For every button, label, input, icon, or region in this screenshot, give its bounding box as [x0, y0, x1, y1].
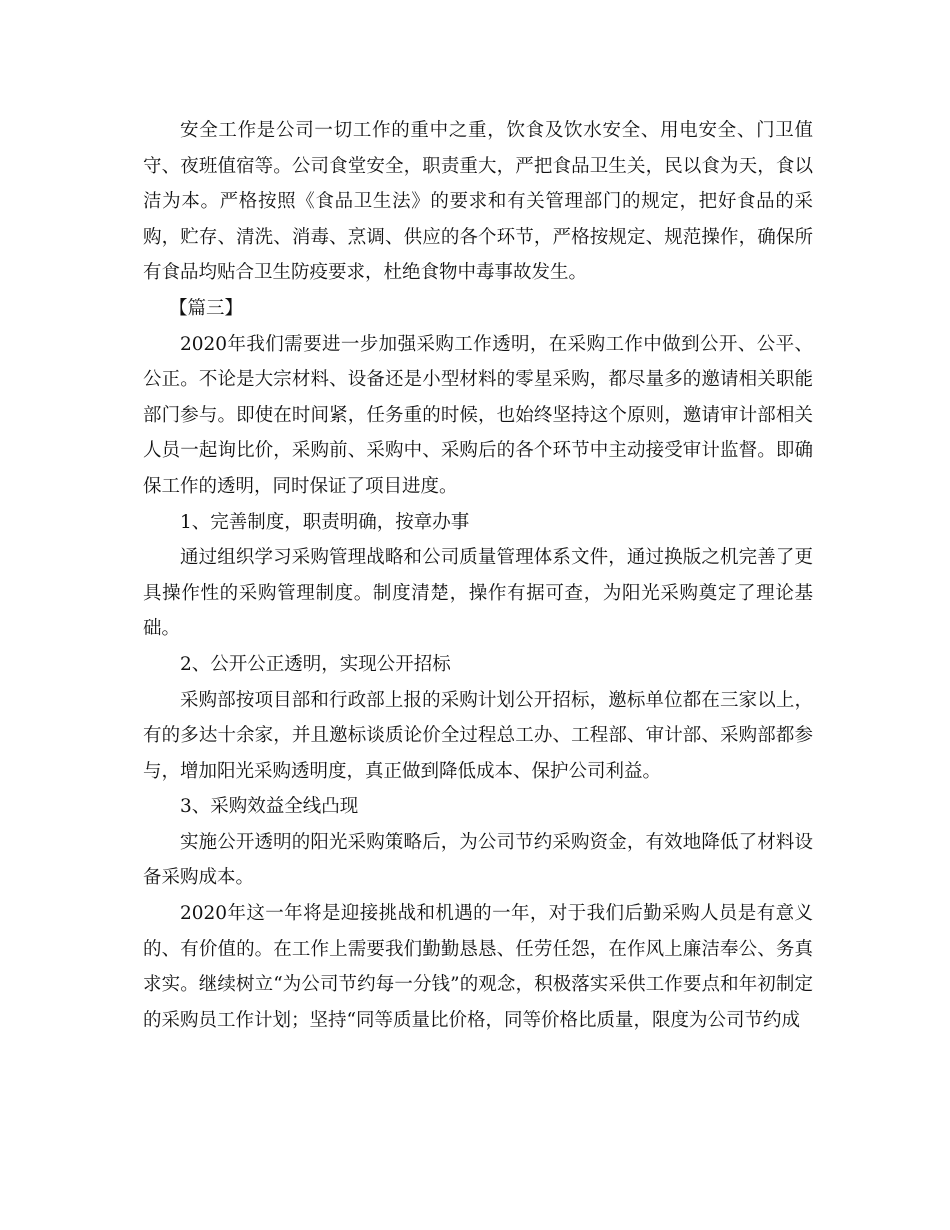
section-heading-part-three: 【篇三】	[169, 297, 244, 319]
subheading-2: 2、公开公正透明，实现公开招标	[180, 653, 451, 675]
paragraph-system: 通过组织学习采购管理战略和公司质量管理体系文件，通过换版之机完善了更具操作性的采购管理制度。制度清楚，操作有据可查，为阳光采购奠定了理论基础。	[143, 547, 813, 640]
paragraph-2020-outlook: 2020年这一年将是迎接挑战和机遇的一年，对于我们后勤采购人员是有意义的、有价值的。在工作上需要我们勤勤恳恳、任劳任怨，在作风上廉洁奉公、务真求实。继续树立“为公司节约每一分钱”的观念，积极落实采供工作要点和年初制定的采购员工作计划；坚持“同等质量比价格，同等价格比质量，限度为公司节约成	[143, 903, 813, 1031]
paragraph-public-bidding: 采购部按项目部和行政部上报的采购计划公开招标，邀标单位都在三家以上，有的多达十余家，并且邀标谈质论价全过程总工办、工程部、审计部、采购部都参与，增加阳光采购透明度，真正做到降低成本、保护公司利益。	[143, 689, 813, 782]
subheading-1: 1、完善制度，职责明确，按章办事	[180, 511, 470, 533]
paragraph-procurement-transparency: 2020年我们需要进一步加强采购工作透明，在采购工作中做到公开、公平、公正。不论是大宗材料、设备还是小型材料的零星采购，都尽量多的邀请相关职能部门参与。即使在时间紧，任务重的时候，也始终坚持这个原则，邀请审计部相关人员一起询比价，采购前、采购中、采购后的各个环节中主动接受审计监督。即确保工作的透明，同时保证了项目进度。	[143, 333, 813, 497]
subheading-3: 3、采购效益全线凸现	[180, 796, 359, 818]
paragraph-benefit: 实施公开透明的阳光采购策略后，为公司节约采购资金，有效地降低了材料设备采购成本。	[143, 831, 813, 889]
document-body	[143, 113, 813, 1038]
paragraph-safety: 安全工作是公司一切工作的重中之重，饮食及饮水安全、用电安全、门卫值守、夜班值宿等。公司食堂安全，职责重大，严把食品卫生关，民以食为天，食以洁为本。严格按照《食品卫生法》的要求和有关管理部门的规定，把好食品的采购，贮存、清洗、消毒、烹调、供应的各个环节，严格按规定、规范操作，确保所有食品均贴合卫生防疫要求，杜绝食物中毒事故发生。	[143, 120, 813, 284]
